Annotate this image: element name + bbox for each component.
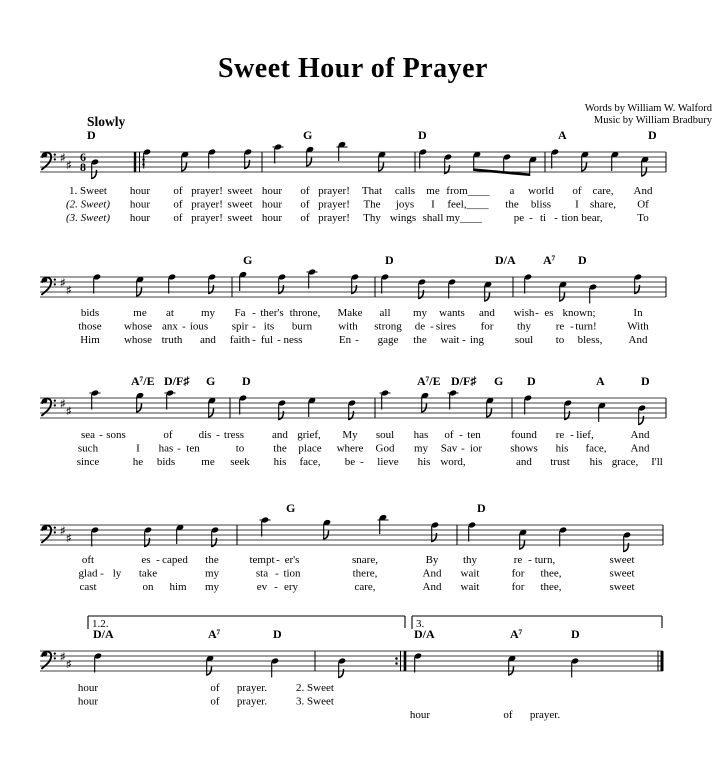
lyric-syllable: of [503,709,513,721]
lyric-syllable: prayer! [318,212,350,224]
lyric-syllable: turn! [575,320,597,333]
credit-music: Music by William Bradbury [593,114,712,126]
lyric-syllable: And [630,442,650,455]
lyric-syllable: a [509,185,515,197]
lyric-syllable: his [555,442,569,455]
lyric-syllable: My [342,429,358,441]
chord-symbol: G [303,128,313,142]
chord-symbol: D [242,374,251,388]
lyric-syllable: - [100,567,104,580]
chord-symbol: A⁷ [208,627,221,641]
lyric-syllable: snare, [352,554,378,566]
lyric-syllable: gage [377,334,399,346]
lyric-syllable: bear, [581,212,603,224]
lyric-syllable: re [513,554,523,566]
lyric-syllable: - [461,442,465,455]
lyric-syllable: prayer! [318,198,350,211]
lyric-syllable: bids [156,456,176,468]
key-signature-sharp: ♯ [60,651,66,663]
bass-clef-dot [54,531,56,533]
lyric-syllable: prayer. [529,709,561,721]
lyric-syllable: hour [261,212,283,224]
credit-words: Words by William W. Walford [584,103,712,114]
chord-symbol: D [477,501,486,515]
lyric-syllable: I [575,198,579,211]
lyric-syllable: his [417,456,431,468]
lyric-syllable: my [412,307,428,319]
lyric-syllable: hour [129,198,151,211]
lyric-syllable: sweet [227,198,253,211]
lyric-syllable: hour [77,695,99,708]
lyric-syllable: prayer! [191,198,223,211]
key-signature-sharp: ♯ [60,277,66,289]
lyric-syllable: its [263,320,275,333]
bass-clef-dot [54,278,56,280]
chord-symbol: D [648,128,657,142]
lyric-syllable: - [276,554,280,566]
key-signature-sharp: ♯ [60,525,66,537]
time-signature-denominator: 8 [80,160,86,174]
lyric-syllable: de [414,320,426,333]
lyric-syllable: grace, [611,456,639,468]
song-title: Sweet Hour of Prayer [218,53,488,84]
lyric-syllable: such [77,442,99,455]
lyric-syllable: re [555,320,565,333]
lyric-syllable: I'll [651,456,663,468]
lyric-syllable: whose [123,334,153,346]
lyric-syllable: - [570,320,574,333]
lyric-syllable: me [133,307,147,319]
lyric-syllable: care, [592,185,614,197]
lyric-syllable: face, [585,442,607,455]
lyric-syllable: es [141,554,151,566]
lyric-syllable: - [459,429,463,441]
lyric-syllable: wait [460,567,480,580]
chord-symbol: D [578,253,587,267]
lyric-syllable: - [177,442,181,455]
lyric-syllable: ti [539,212,547,224]
lyric-syllable: Sav [440,442,458,455]
lyric-syllable: his [589,456,603,468]
lyric-syllable: - [277,334,281,346]
lyric-syllable: calls [394,185,416,197]
lyric-syllable: care, [354,581,376,593]
lyric-syllable: found [511,429,537,441]
lyric-syllable: for [511,581,525,593]
repeat-dot [395,662,398,665]
lyric-syllable: where [336,442,364,455]
chord-symbol: A⁷ [543,253,556,267]
chord-symbol: D [418,128,427,142]
lyric-syllable: sweet [227,185,253,197]
lyric-syllable: - [274,581,278,593]
chord-symbol: G [494,374,504,388]
lyric-syllable: the [413,334,427,346]
lyric-syllable: sires [435,320,457,333]
lyric-syllable: In [633,307,643,319]
lyric-syllable: - [430,320,434,333]
lyric-syllable: of [173,212,183,224]
chord-symbol: G [243,253,253,267]
lyric-syllable: With [627,320,649,333]
bass-clef-dot [54,158,56,160]
lyric-syllable: of [163,429,173,441]
lyric-syllable: to [555,334,565,346]
lyric-syllable: sweet [609,581,635,593]
lyric-syllable: ev [256,581,268,593]
lyric-syllable: - [535,307,539,319]
lyric-syllable: lief, [576,429,594,441]
lyric-syllable: I [431,198,435,211]
lyric-syllable: hour [129,185,151,197]
lyric-syllable: (3. Sweet) [66,212,110,224]
lyric-syllable: wants [439,307,465,319]
lyric-syllable: tempt [249,554,275,566]
lyric-syllable: And [630,429,650,441]
lyric-syllable: place [298,442,322,455]
volta-label: 3. [416,618,425,630]
lyric-syllable: ious [189,320,209,333]
lyric-syllable: ther's [260,307,284,319]
lyric-syllable: burn [291,320,313,333]
key-signature-sharp: ♯ [60,398,66,410]
lyric-syllable: ten [186,442,200,455]
bass-clef-dot [54,652,56,654]
lyric-syllable: thy [462,554,478,566]
chord-symbol: D/F♯ [164,374,190,388]
lyric-syllable: - [360,456,364,468]
lyric-syllable: spir [231,320,249,333]
lyric-syllable: my [200,307,216,319]
lyric-syllable: sweet [609,554,635,566]
lyric-syllable: En [338,334,352,346]
lyric-syllable: my____ [445,212,483,224]
lyric-syllable: bless, [577,334,603,346]
lyric-syllable: thy [516,320,532,333]
lyric-syllable: - [528,554,532,566]
lyric-syllable: - [570,429,574,441]
lyric-syllable: wish [513,307,535,319]
chord-symbol: D/A [93,627,114,641]
lyric-syllable: me [201,456,215,468]
lyric-syllable: from____ [446,185,490,197]
lyric-syllable: - [182,320,186,333]
lyric-syllable: and [200,334,216,346]
lyric-syllable: he [132,456,144,468]
lyric-syllable: soul [514,334,534,346]
lyric-syllable: of [300,212,310,224]
lyric-syllable: cast [79,581,97,593]
lyric-syllable: for [480,320,494,333]
chord-symbol: G [286,501,296,515]
lyric-syllable: known; [562,307,596,319]
lyric-syllable: grief, [297,429,321,441]
lyric-syllable: re [555,429,565,441]
lyric-syllable: By [425,554,439,566]
lyric-syllable: of [572,185,582,197]
lyric-syllable: - [216,429,220,441]
lyric-syllable: of [173,185,183,197]
chord-symbol: D/F♯ [451,374,477,388]
bass-clef-dot [54,283,56,285]
lyric-syllable: be [344,456,356,468]
lyric-syllable: 2. Sweet [296,682,334,694]
chord-symbol: D [527,374,536,388]
lyric-syllable: ful [260,334,274,346]
lyric-syllable: dis [198,429,212,441]
lyric-syllable: turn, [534,554,556,566]
lyric-syllable: whose [123,320,153,333]
chord-symbol: G [206,374,216,388]
chord-symbol: D/A [495,253,516,267]
lyric-syllable: hour [261,198,283,211]
lyric-syllable: his [273,456,287,468]
chord-symbol: A [596,374,605,388]
key-signature-sharp: ♯ [66,159,72,171]
lyric-syllable: es [544,307,554,319]
lyric-syllable: To [637,212,649,224]
lyric-syllable: the [205,554,219,566]
lyric-syllable: prayer. [236,695,268,708]
key-signature-sharp: ♯ [66,532,72,544]
lyric-syllable: And [422,581,442,593]
lyric-syllable: hour [77,682,99,694]
lyric-syllable: of [173,198,183,211]
chord-symbol: A [558,128,567,142]
lyric-syllable: has [413,429,429,441]
lyric-syllable: of [300,198,310,211]
lyric-syllable: face, [299,456,321,468]
lyric-syllable: wait [460,581,480,593]
lyric-syllable: - [252,334,256,346]
lyric-syllable: faith [229,334,251,346]
lyric-syllable: - [554,212,558,224]
lyric-syllable: Fa [234,307,246,319]
lyric-syllable: 1. Sweet [69,185,107,197]
lyric-syllable: sta [255,567,269,580]
lyric-syllable: hour [261,185,283,197]
lyric-syllable: Thy [363,212,381,224]
lyric-syllable: tion [561,212,579,224]
lyric-syllable: those [78,320,102,333]
lyric-syllable: of [210,682,220,694]
chord-symbol: D [385,253,394,267]
lyric-syllable: and [272,429,288,441]
chord-symbol: D [273,627,282,641]
lyric-syllable: ly [112,567,122,580]
lyric-syllable: feel,____ [447,198,489,211]
lyric-syllable: prayer! [191,212,223,224]
lyric-syllable: trust [550,456,570,468]
lyric-syllable: sweet [609,567,635,580]
key-signature-sharp: ♯ [60,152,66,164]
lyric-syllable: to [235,442,245,455]
lyric-syllable: at [166,307,174,319]
lyric-syllable: seek [230,456,250,468]
lyric-syllable: - [275,567,279,580]
lyric-syllable: glad [78,567,98,580]
lyric-syllable: That [361,185,383,197]
chord-symbol: A⁷ [510,627,523,641]
lyric-syllable: - [156,554,160,566]
chord-symbol: D [641,374,650,388]
lyric-syllable: thee, [540,581,562,593]
bass-clef-dot [54,399,56,401]
bass-clef-dot [54,526,56,528]
lyric-syllable: hour [409,709,431,721]
lyric-syllable: anx [162,320,178,333]
lyric-syllable: Make [337,307,363,319]
lyric-syllable: ery [283,581,299,593]
lyric-syllable: caped [162,554,188,566]
chord-symbol: D/A [414,627,435,641]
lyric-syllable: since [76,456,100,468]
volta-label: 1.2. [92,618,109,630]
lyric-syllable: the [505,198,519,211]
bass-clef-dot [54,657,56,659]
lyric-syllable: sons [106,429,126,441]
lyric-syllable: - [355,334,359,346]
lyric-syllable: shall [422,212,444,224]
lyric-syllable: oft [81,554,95,566]
lyric-syllable: of [300,185,310,197]
lyric-syllable: The [363,198,381,211]
lyric-syllable: tress [223,429,245,441]
lyric-syllable: world [528,185,554,197]
lyric-syllable: prayer! [318,185,350,197]
key-signature-sharp: ♯ [66,405,72,417]
lyric-syllable: strong [374,320,402,333]
lyric-syllable: prayer. [236,682,268,694]
lyric-syllable: word, [440,456,466,468]
bass-clef-dot [54,404,56,406]
lyric-syllable: tion [283,567,301,580]
lyric-syllable: truth [161,334,183,346]
lyric-syllable: And [422,567,442,580]
lyric-syllable: soul [375,429,395,441]
lyric-syllable: sweet [227,212,253,224]
lyric-syllable: and [516,456,532,468]
lyric-syllable: sea [80,429,96,441]
bass-clef-dot [54,153,56,155]
lyric-syllable: Him [80,334,100,346]
time-signature-numerator: 6 [80,150,86,164]
lyric-syllable: for [511,567,525,580]
lyric-syllable: him [169,581,187,593]
chord-symbol: A⁷/E [417,374,441,388]
lyric-syllable: ior [469,442,483,455]
lyric-syllable: bids [80,307,100,319]
lyric-syllable: wings [389,212,417,224]
lyric-syllable: shows [510,442,538,455]
chord-symbol: D [571,627,580,641]
chord-symbol: A⁷/E [131,374,155,388]
lyric-syllable: hour [129,212,151,224]
lyric-syllable: there, [352,567,378,580]
lyric-syllable: all [379,307,391,319]
lyric-syllable: prayer! [191,185,223,197]
lyric-syllable: share, [590,198,616,211]
tempo-marking: Slowly [87,114,126,129]
lyric-syllable: God [375,442,395,455]
lyric-syllable: - [99,429,103,441]
lyric-syllable: ness [283,334,303,346]
chord-symbol: D [87,128,96,142]
lyric-syllable: - [529,212,533,224]
lyric-syllable: my [413,442,429,455]
lyric-syllable: - [252,307,256,319]
key-signature-sharp: ♯ [66,658,72,670]
lyric-syllable: Of [637,198,649,211]
lyric-syllable: wait [440,334,460,346]
lyric-syllable: ing [469,334,485,346]
lyric-syllable: of [210,695,220,708]
lyric-syllable: And [633,185,653,197]
lyric-syllable: with [338,320,358,333]
lyric-syllable: er's [284,554,300,566]
lyric-syllable: - [252,320,256,333]
lyric-syllable: has [158,442,174,455]
lyric-syllable: of [444,429,454,441]
lyric-syllable: bliss [530,198,552,211]
lyric-syllable: and [479,307,495,319]
lyric-syllable: pe [513,212,525,224]
lyric-syllable: my [204,567,220,580]
lyric-syllable: And [628,334,648,346]
lyric-syllable: the [273,442,287,455]
lyric-syllable: throne, [289,307,321,319]
lyric-syllable: I [136,442,140,455]
lyric-syllable: my [204,581,220,593]
repeat-dot [395,657,398,660]
lyric-syllable: (2. Sweet) [66,198,110,211]
lyric-syllable: ten [467,429,481,441]
lyric-syllable: take [138,567,158,580]
lyric-syllable: thee, [540,567,562,580]
lyric-syllable: joys [395,198,415,211]
lyric-syllable: me [426,185,440,197]
lyric-syllable: - [462,334,466,346]
lyric-syllable: 3. Sweet [296,695,334,708]
key-signature-sharp: ♯ [66,284,72,296]
lyric-syllable: lieve [377,456,399,468]
lyric-syllable: on [142,581,154,593]
